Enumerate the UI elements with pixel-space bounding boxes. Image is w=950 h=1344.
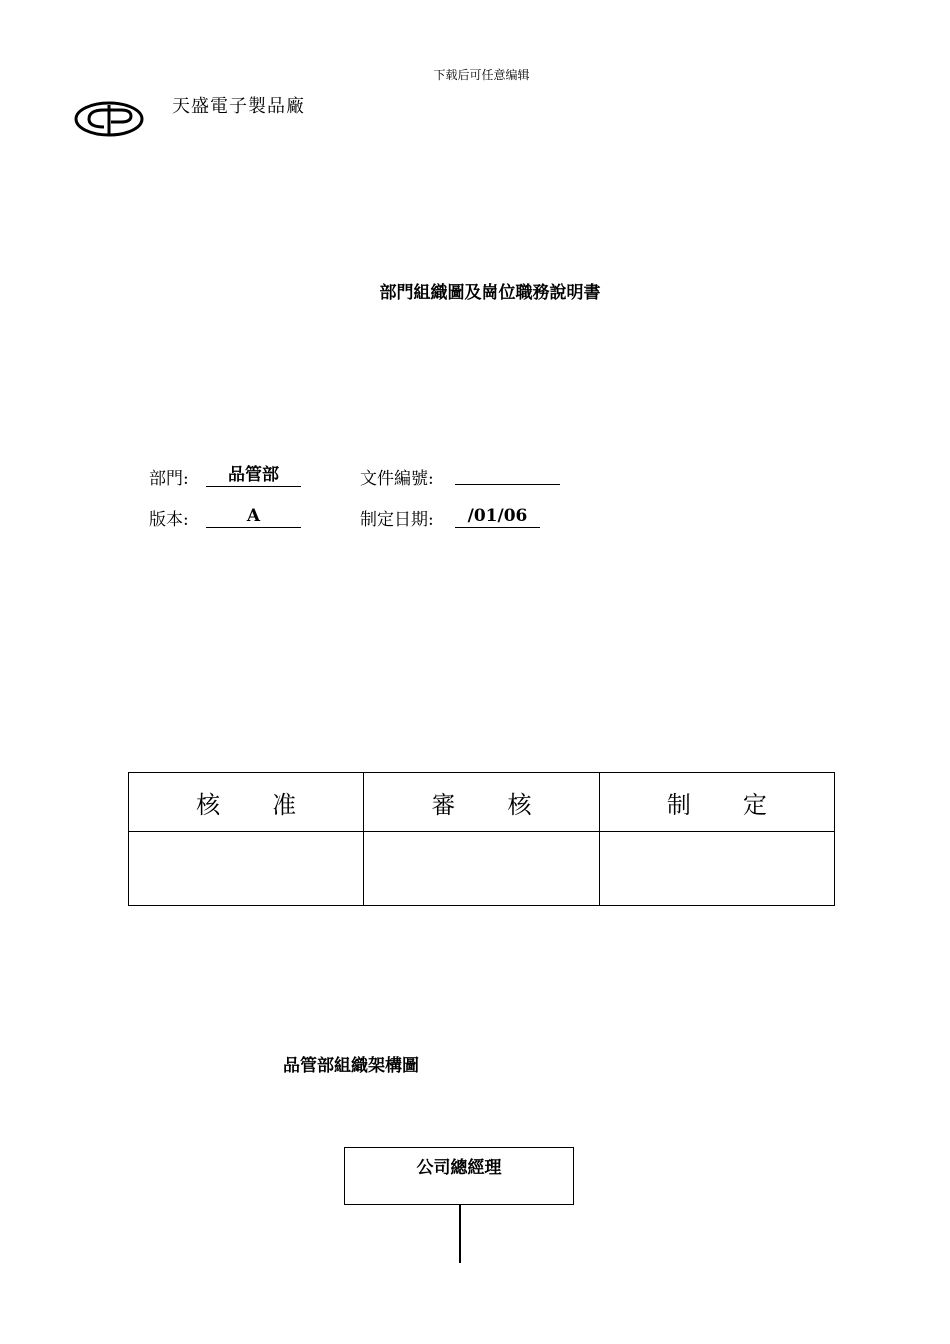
approval-signature-row (129, 832, 835, 906)
date-label: 制定日期: (360, 510, 434, 530)
prepare-signature-cell (599, 832, 834, 906)
org-node-label: 公司總經理 (416, 1158, 502, 1178)
download-note: 下载后可任意编辑 (433, 68, 530, 82)
version-value: A (206, 505, 301, 528)
org-connector-line (459, 1205, 461, 1263)
review-header: 審 核 (364, 773, 599, 832)
department-label: 部門: (149, 469, 189, 489)
company-logo-icon (74, 99, 144, 139)
review-signature-cell (364, 832, 599, 906)
org-node-general-manager (344, 1147, 574, 1205)
approval-header-row (129, 773, 835, 832)
document-title: 部門組織圖及崗位職務說明書 (379, 283, 601, 303)
prepare-header: 制 定 (599, 773, 834, 832)
approve-signature-cell (129, 832, 364, 906)
date-value: /01/06 (455, 505, 540, 528)
approval-table (128, 772, 835, 906)
version-label: 版本: (149, 510, 189, 530)
approve-header: 核 准 (129, 773, 364, 832)
department-value: 品管部 (206, 464, 301, 487)
company-name: 天盛電子製品廠 (172, 96, 305, 117)
doc-number-label: 文件編號: (360, 469, 434, 489)
org-chart-title: 品管部組織架構圖 (283, 1056, 419, 1076)
doc-number-value (455, 462, 560, 485)
